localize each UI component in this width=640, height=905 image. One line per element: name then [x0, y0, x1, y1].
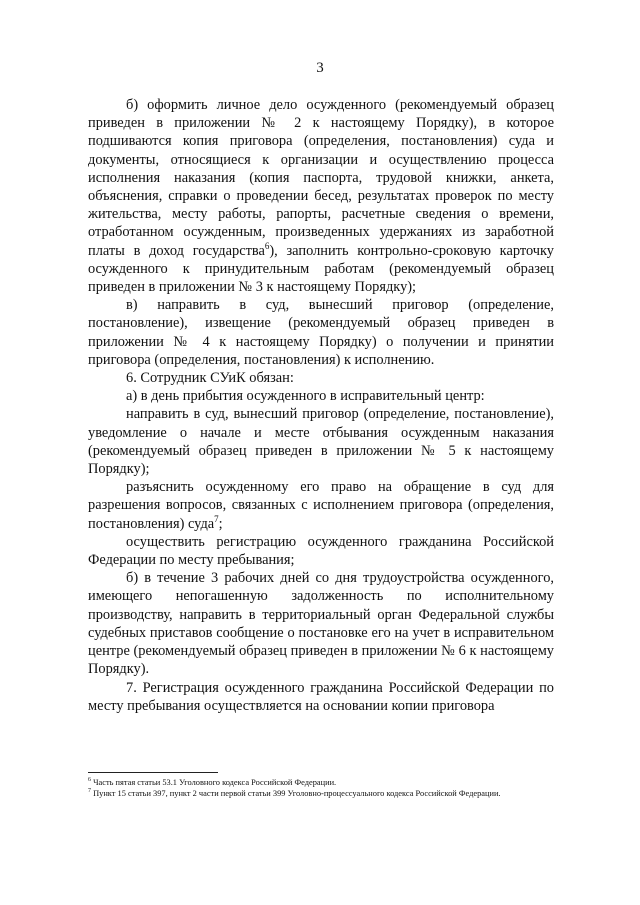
- page-number: 3: [316, 60, 324, 76]
- paragraph-6v: в) направить в суд, вынесший приговор (определение, постановление), извещение (рекомендуемый образец приведен в приложении № 4 к настоящему Порядку) о получении и принятии приговора (определения, постановления) к исполнению.: [88, 297, 554, 368]
- footnote-6: [88, 778, 554, 789]
- footnote-text: Часть пятая статьи 53.1 Уголовного кодекса Российской Федерации.: [91, 778, 337, 787]
- paragraph-text: разъяснить осужденному его право на обращение в суд для разрешения вопросов, связанных с исполнением приговора (определения, постановления) суда: [88, 479, 554, 532]
- body-text: [88, 96, 554, 715]
- paragraph-text-tail: ), заполнить контрольно-сроковую карточку осужденного к принудительным работам (рекомендуемый образец приведен в приложении № 3 к настоящему Порядку);: [88, 242, 554, 296]
- paragraph-notify-court: направить в суд, вынесший приговор (определение, постановление), уведомление о начале и месте отбывания осужденным наказания (рекомендуемый образец приведен в приложении № 5 к настоящему Порядку);: [88, 406, 554, 478]
- footnote-marker: 6: [88, 777, 91, 784]
- footnote-ref-6[interactable]: 6: [264, 240, 270, 251]
- paragraph-section-6: 6. Сотрудник СУиК обязан:: [126, 370, 294, 387]
- paragraph-text: б) оформить личное дело осужденного (рекомендуемый образец приведен в приложении № 2 к настоящему Порядку), в которое подшиваются копия приговора (определения, постановления) суда и документы, относящиеся к организации и осуществлению процесса исполнения наказания (копия паспорта, трудовой книжки, анкета, объяснения, справки о проведении бесед, результатах проверок по месту жительства, месту работы, рапорты, расчетные сведения о времени, отработанном осужденным, произведенных удержаниях из заработной платы в доход государства: [88, 97, 554, 259]
- footnote-7: [88, 789, 554, 800]
- footnote-divider: [88, 772, 218, 773]
- paragraph-section-7: 7. Регистрация осужденного гражданина Российской Федерации по месту пребывания осуществляется на основании копии приговора: [88, 679, 554, 714]
- paragraph-registration: осуществить регистрацию осужденного гражданина Российской Федерации по месту пребывания;: [88, 533, 554, 569]
- paragraph-6b: [88, 96, 554, 296]
- footnote-text: Пункт 15 статьи 397, пункт 2 части первой статьи 399 Уголовно-процессуального кодекса Российской Федерации.: [91, 788, 501, 798]
- footnote-ref-7[interactable]: 7: [214, 513, 219, 524]
- paragraph-6b-second: б) в течение 3 рабочих дней со дня трудоустройства осужденного, имеющего непогашенную задолженность по исполнительному производству, направить в территориальный орган Федеральной службы судебных приставов сообщение о постановке его на учет в исправительном центре (рекомендуемый образец приведен в приложении № 6 к настоящему Порядку).: [88, 570, 554, 678]
- footnotes: [88, 778, 554, 799]
- paragraph-6a: а) в день прибытия осужденного в исправительный центр:: [126, 388, 485, 405]
- paragraph-explain-rights: [88, 478, 554, 533]
- paragraph-text-tail: ;: [218, 515, 223, 532]
- footnote-marker: 7: [88, 787, 91, 794]
